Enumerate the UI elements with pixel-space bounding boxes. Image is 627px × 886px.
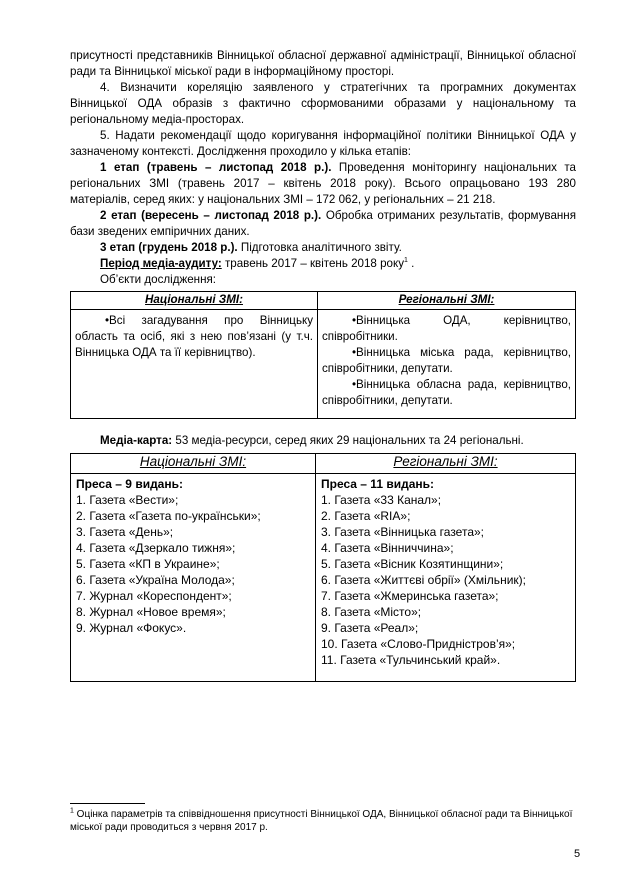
regional-press-item: 9. Газета «Реал»;: [321, 621, 419, 635]
period-text: травень 2017 – квітень 2018 року: [221, 257, 404, 270]
stage-2-paragraph: [70, 208, 576, 240]
footnote: [70, 808, 576, 834]
stage-1-text: Проведення моніторингу національних та регіональних ЗМІ (травень 2017 – квітень 2018 року). Всього опрацьовано 193 280 матеріалів, серед яких: у національних ЗМІ – 172 062, у регіональних – 21 218.: [70, 161, 577, 206]
regional-press-item: 6. Газета «Життєві обрії» (Хмільник);: [321, 573, 526, 587]
footnote-marker: 1: [70, 807, 74, 815]
regional-press-item: 1. Газета «33 Канал»;: [321, 493, 442, 507]
stage-3-paragraph: [70, 240, 576, 256]
national-press-item: 7. Журнал «Кореспондент»;: [76, 589, 232, 603]
footnote-ref[interactable]: 1: [404, 257, 408, 265]
stage-1-title: 1 етап (травень – листопад 2018 р.).: [100, 161, 332, 174]
document-page: [70, 48, 576, 682]
regional-press-item: 11. Газета «Тульчинський край».: [321, 653, 501, 667]
footnote-text: Оцінка параметрів та співвідношення присутності Вінницької ОДА, Вінницької обласної ради та Вінницької міської ради проводиться з червня 2017 р.: [70, 809, 573, 833]
goal-4-paragraph: 4. Визначити кореляцію заявленого у стратегічних та програмних документах Вінницької ОДА образів з фактично сформованими образами у національному та регіональному медіа-просторах.: [70, 81, 576, 126]
regional-press-item: 10. Газета «Слово-Придністров’я»;: [321, 637, 516, 651]
table1-header-national: Національні ЗМІ:: [71, 292, 318, 310]
regional-press-item: 5. Газета «Вісник Козятинщини»;: [321, 557, 504, 571]
national-press-item: 1. Газета «Вести»;: [76, 493, 179, 507]
regional-objects-item-3: •Вінницька обласна рада, керівництво, співробітники, депутати.: [322, 378, 571, 407]
goal-5-paragraph: 5. Надати рекомендації щодо коригування інформаційної політики Вінницької ОДА у зазначеному контексті. Дослідження проходило у кілька етапів:: [70, 129, 576, 158]
national-press-title: Преса – 9 видань:: [76, 477, 183, 491]
national-press-item: 6. Газета «Україна Молода»;: [76, 573, 235, 587]
national-press-item: 8. Журнал «Новое время»;: [76, 605, 226, 619]
intro-paragraph: присутності представників Вінницької обласної державної адміністрації, Вінницької обласної ради та Вінницької міської ради в інформаційному просторі.: [70, 49, 576, 78]
regional-press-item: 4. Газета «Вінниччина»;: [321, 541, 454, 555]
media-map-title: Медіа-карта:: [100, 434, 173, 447]
national-press-item: 4. Газета «Дзеркало тижня»;: [76, 541, 236, 555]
table1-header-regional: Регіональні ЗМІ:: [318, 292, 576, 310]
national-press-item: 2. Газета «Газета по-українськи»;: [76, 509, 261, 523]
table2-header-national: Національні ЗМІ:: [71, 454, 316, 474]
footnote-separator: [70, 803, 145, 804]
stage-3-title: 3 етап (грудень 2018 р.).: [100, 241, 238, 254]
media-map-table: [70, 453, 576, 682]
period-title: Період медіа-аудиту:: [100, 257, 222, 270]
regional-press-item: 2. Газета «RIA»;: [321, 509, 411, 523]
table2-national-cell: [71, 474, 316, 682]
regional-objects-item-1: •Вінницька ОДА, керівництво, співробітники.: [322, 314, 571, 343]
research-objects-table: [70, 291, 576, 419]
national-press-item: 5. Газета «КП в Украине»;: [76, 557, 220, 571]
national-objects-item: •Всі загадування про Вінницьку область та осіб, які з нею пов’язані (у т.ч. Вінницька ОДА та її керівництво).: [75, 314, 313, 359]
table2-regional-cell: [316, 474, 576, 682]
regional-objects-item-2: •Вінницька міська рада, керівництво, співробітники, депутати.: [322, 346, 571, 375]
regional-press-item: 8. Газета «Місто»;: [321, 605, 422, 619]
table1-national-cell: [71, 310, 318, 419]
regional-press-title: Преса – 11 видань:: [321, 477, 434, 491]
period-paragraph: [70, 256, 576, 272]
national-press-item: 9. Журнал «Фокус».: [76, 621, 187, 635]
national-press-item: 3. Газета «День»;: [76, 525, 174, 539]
period-end: .: [407, 257, 415, 270]
regional-press-item: 7. Газета «Жмеринська газета»;: [321, 589, 499, 603]
objects-label: Об’єкти дослідження:: [100, 273, 216, 286]
media-map-text: 53 медіа-ресурси, серед яких 29 національних та 24 регіональні.: [172, 434, 524, 447]
stage-1-paragraph: [70, 160, 576, 208]
media-map-paragraph: [70, 433, 576, 449]
table1-regional-cell: [318, 310, 576, 419]
page-number: 5: [574, 848, 581, 860]
table2-header-regional: Регіональні ЗМІ:: [316, 454, 576, 474]
stage-2-title: 2 етап (вересень – листопад 2018 р.).: [100, 209, 322, 222]
stage-2-text: Обробка отриманих результатів, формування бази зведених емпіричних даних.: [70, 209, 576, 238]
stage-3-text: Підготовка аналітичного звіту.: [237, 241, 402, 254]
regional-press-item: 3. Газета «Вінницька газета»;: [321, 525, 485, 539]
